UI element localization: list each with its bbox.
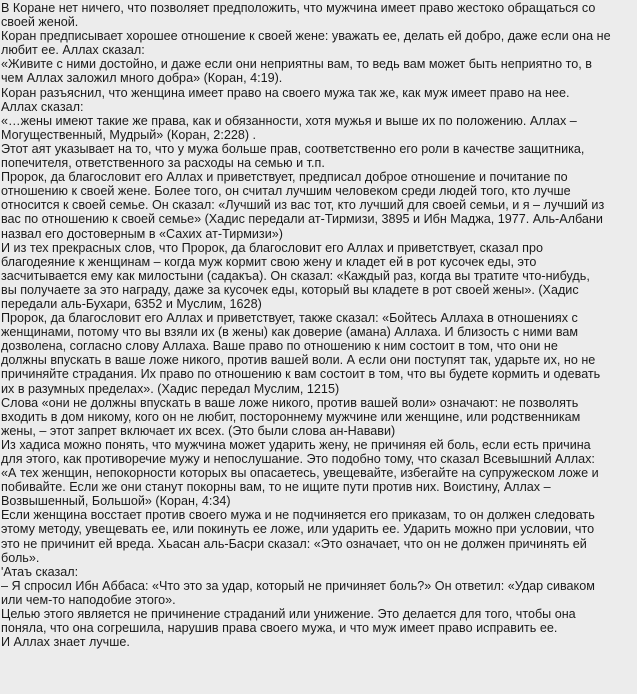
- text-line: любит ее. Аллах сказал:: [1, 43, 145, 58]
- text-line: Слова «они не должны впускать в ваше ложе никого, против вашей воли» означают: не позволять: [1, 395, 579, 410]
- text-line: этому методу, увещевать ее, или покинуть ее ложе, или ударить ее. Ударить можно при условии, что: [1, 522, 595, 537]
- text-line: передали аль-Бухари, 6352 и Муслим, 1628): [1, 296, 262, 311]
- text-line: Из хадиса можно понять, что мужчина может ударить жену, не причиняя ей боль, если есть причина: [1, 437, 591, 452]
- text-line: вы получаете за это награду, даже за кусочек еды, который вы кладете в рот своей жены». (Хадис: [1, 282, 579, 297]
- text-line: Могущественный, Мудрый» (Коран, 2:228) .: [1, 127, 257, 142]
- text-line: Коран предписывает хорошее отношение к своей жене: уважать ее, делать ей добро, даже если она не: [1, 29, 611, 44]
- text-line: – Я спросил Ибн Аббаса: «Что это за удар, который не причиняет боль?» Он ответил: «Удар сиваком: [1, 578, 595, 593]
- text-line: Этот аят указывает на то, что у мужа больше прав, соответственно его роли в качестве защитника,: [1, 141, 585, 156]
- text-line: «А тех женщин, непокорности которых вы опасаетесь, увещевайте, избегайте на супружеском ложе и: [1, 466, 599, 481]
- text-line: «Живите с ними достойно, и даже если они неприятны вам, то ведь вам может быть неприятно то, в: [1, 57, 592, 72]
- text-line: И из тех прекрасных слов, что Пророк, да благословит его Аллах и приветствует, сказал про: [1, 240, 544, 255]
- text-line: И Аллах знает лучше.: [1, 635, 130, 650]
- text-line: входить в дом никому, кого он не любит, постороннему мужчине или женщине, или родственникам: [1, 409, 581, 424]
- text-line: Возвышенный, Большой» (Коран, 4:34): [1, 494, 231, 509]
- text-line: женщинами, потому что вы взяли их (в жены) как доверие (амана) Аллаха. И близость с ними вам: [1, 325, 579, 340]
- text-line: «…жены имеют такие же права, как и обязанности, хотя мужья и выше их по положению. Аллах –: [1, 113, 577, 128]
- text-line: Целью этого является не причинение страданий или унижение. Это делается для того, чтобы она: [1, 607, 576, 622]
- text-line: засчитывается ему как милостыни (садакъа). Он сказал: «Каждый раз, когда вы тратите что-нибудь,: [1, 268, 590, 283]
- text-line: жены, – этот запрет включает их всех. (Это были слова ан-Навави): [1, 423, 396, 438]
- text-line: для этого, как противоречие мужу и непослушание. Это подобно тому, что сказал Всевышний Аллах:: [1, 452, 595, 466]
- text-line: благодеяние к женщинам – когда муж кормит свою жену и кладет ей в рот кусочек еды, это: [1, 254, 537, 269]
- text-line: Аллах сказал:: [1, 99, 84, 114]
- text-line: назвал его достоверным в «Сахих ат-Тирмизи»): [1, 226, 283, 241]
- text-line: это не причинит ей вреда. Хьасан аль-Басри сказал: «Это означает, что он не должен причинять ей: [1, 536, 587, 551]
- text-line: дозволена, согласно слову Аллаха. Ваше право по отношению к ним состоит в том, что они не: [1, 339, 558, 354]
- text-line: чем Аллах заложил много добра» (Коран, 4:19).: [1, 71, 283, 86]
- text-line: Коран разъяснил, что женщина имеет право на своего мужа так же, как муж имеет право на нее.: [1, 85, 570, 100]
- text-line: Пророк, да благословит его Аллах и приветствует, предписал доброе отношение и почитание по: [1, 170, 568, 185]
- text-line: поняла, что она согрешила, нарушив права своего мужа, и что муж имеет право исправить ее.: [1, 621, 558, 636]
- text-line: 'Атаъ сказал:: [1, 564, 79, 579]
- text-line: своей женой.: [1, 15, 79, 30]
- text-line: попечителя, ответственного за расходы на семью и т.п.: [1, 156, 325, 171]
- text-line: побивайте. Если же они станут покорны вам, то не ищите пути против них. Воистину, Аллах –: [1, 480, 551, 495]
- text-line: причиняйте страдания. Их право по отношению к вам состоит в том, что вы будете кормить и одевать: [1, 367, 601, 382]
- text-line: вас по отношению к своей семье» (Хадис передали ат-Тирмизи, 3895 и Ибн Маджа, 1977. Аль-Албани: [1, 212, 603, 227]
- text-line: Пророк, да благословит его Аллах и приветствует, также сказал: «Бойтесь Аллаха в отношениях с: [1, 311, 578, 326]
- text-line: боль».: [1, 550, 40, 565]
- text-line: или чем-то наподобие этого».: [1, 592, 176, 607]
- text-line: их в разумных пределах». (Хадис передал Муслим, 1215): [1, 381, 340, 396]
- text-line: В Коране нет ничего, что позволяет предположить, что мужчина имеет право жестоко обращаться со: [1, 1, 596, 15]
- text-line: отношению к своей жене. Более того, он считал лучшим человеком среди людей того, кто лучше: [1, 184, 571, 199]
- text-line: Если женщина восстает против своего мужа и не подчиняется его приказам, то он должен следовать: [1, 508, 595, 523]
- text-line: должны впускать в ваше ложе никого, против вашей воли. А если они поступят так, ударьте их, но не: [1, 353, 596, 368]
- text-line: относится к своей семье. Он сказал: «Лучший из вас тот, кто лучший для своей семьи, и я – лучший из: [1, 198, 605, 213]
